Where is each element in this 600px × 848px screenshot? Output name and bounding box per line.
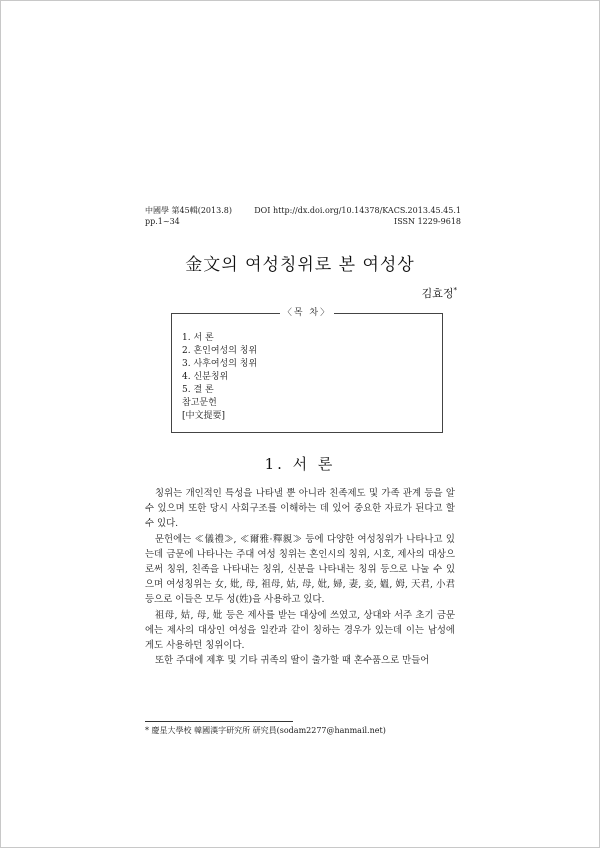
toc-item: 3. 사후여성의 칭위 [182, 359, 258, 369]
author [422, 285, 457, 301]
journal-name: 中國學 第45輯(2013.8) [145, 206, 232, 215]
toc-item: [中文提要] [182, 411, 226, 421]
toc-item: 1. 서 론 [182, 333, 214, 343]
toc-list [182, 332, 257, 423]
paragraph: 또한 주대에 제후 및 기타 귀족의 딸이 출가할 때 혼수품으로 만들어 [155, 655, 430, 667]
doi-link[interactable]: DOI http://dx.doi.org/10.14378/KACS.2013.45.45.1 [254, 206, 461, 215]
footnote [145, 725, 386, 736]
section-heading: 1. 서 론 [264, 455, 336, 473]
author-footnote-mark: * [453, 286, 457, 295]
paper-title: 金文의 여성칭위로 본 여성상 [185, 255, 415, 275]
footnote-mark: * [145, 726, 149, 735]
toc-item: 2. 혼인여성의 칭위 [182, 346, 258, 356]
table-of-contents [171, 308, 443, 433]
paragraph: 祖母, 姑, 母, 妣 등은 제사를 받는 대상에 쓰였고, 상대와 서주 초기 금문에는 제사의 대상인 여성을 일칸과 같이 칭하는 경우가 있는데 이는 남성에게도 사용하던 칭위이다. [145, 609, 455, 652]
paragraph: 문헌에는 ≪儀禮≫, ≪爾雅·釋親≫ 등에 다양한 여성칭위가 나타나고 있는데 금문에 나타나는 주대 여성 칭위는 혼인시의 칭위, 시호, 제사의 대상으로써 칭위, 친족을 나타내는 칭위, 신분을 나타내는 칭위 등으로 나눌 수 있으며 여성칭위는 女, 妣, 母, 祖母, 姑, 母, 妣, 婦, 妻, 妾, 媼, 姆, 天君, 小君 등으로 이들은 모두 성(姓)을 사용하고 있다. [145, 533, 455, 606]
footnote-divider [145, 721, 293, 722]
page-border-left [0, 0, 1, 848]
footnote-text: 慶星大學校 韓國漢字研究所 研究員(sodam2277@hanmail.net) [151, 726, 386, 735]
body-text [145, 486, 455, 668]
publication-info [254, 205, 461, 227]
toc-item: 5. 결 론 [182, 385, 214, 395]
toc-item: 4. 신분칭위 [182, 372, 229, 382]
toc-heading: 〈목 차〉 [280, 308, 334, 318]
paragraph: 칭위는 개인적인 특성을 나타낼 뿐 아니라 친족제도 및 가족 관계 등을 알 수 있으며 또한 당시 사회구조를 이해하는 데 있어 중요한 자료가 된다고 할 수 있다. [145, 488, 455, 530]
author-name: 김효정 [421, 287, 454, 300]
toc-item: 참고문헌 [182, 398, 217, 408]
page-range: pp.1~34 [145, 217, 180, 226]
page-border-top [0, 0, 600, 1]
journal-info [145, 205, 232, 227]
issn: ISSN 1229-9618 [394, 217, 461, 226]
